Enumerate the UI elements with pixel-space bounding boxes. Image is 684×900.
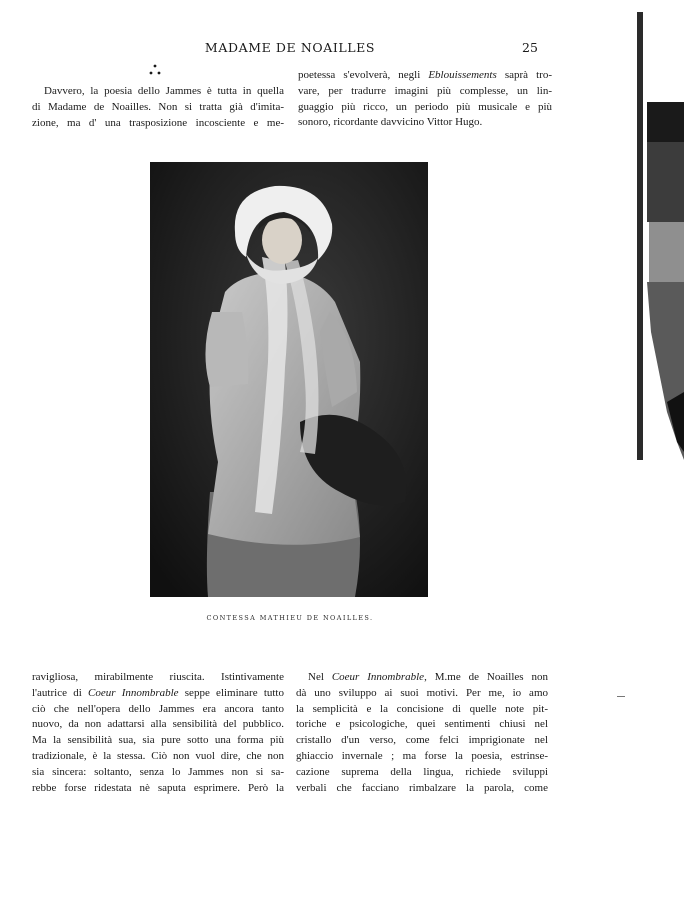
text-line: ravigliosa, mirabilmente riuscita. Istintivamente [32, 671, 284, 683]
text-line: tradizionale, è la stessa. Ciò non vuol dire, che non [32, 749, 284, 762]
text-line: poetessa s'evolverà, negli Eblouissements saprà tro- [298, 69, 552, 81]
text-line: verbali che facciano rimbalzare la parola, come [296, 781, 548, 794]
bottom-right-column [296, 670, 548, 796]
text-line: vare, per tradurre imagini più complesse, un lin- [298, 84, 552, 97]
text-line: Davvero, la poesia dello Jammes è tutta in quella [44, 85, 284, 97]
top-right-column [298, 68, 552, 131]
text-line: ghiaccio invernale ; ma forse la poesia, estrinse- [296, 749, 548, 762]
text-line: dà uno sviluppo ai suoi motivi. Per me, io amo [296, 686, 548, 699]
text-line: ciò che nell'opera dello Jammes era ancora tanto [32, 702, 284, 715]
text-line: zione, ma d' una trasposizione incosciente e me- [32, 116, 284, 129]
text-line: rebbe forse ridestata nè saputa esprimere. Però la [32, 781, 284, 794]
text-line: Nel Coeur Innombrable, M.me de Noailles non [308, 671, 548, 683]
text-line: guaggio più ricco, un periodo più musicale e più [298, 100, 552, 113]
photo-caption: CONTESSA MATHIEU DE NOAILLES. [206, 614, 374, 622]
top-left-column [32, 84, 284, 131]
asterism-icon [148, 62, 162, 84]
page-number: 25 [522, 40, 538, 55]
book-title: Coeur Innombrable [87, 686, 179, 699]
text-line: cristallo d'un verso, come felci imprigionate nel [296, 734, 548, 747]
text-line: toriche e psicologiche, quei sentimenti chiusi nel [296, 718, 548, 731]
text-line: di Madame de Noailles. Non si tratta già d'imita- [32, 100, 284, 113]
portrait-illustration [150, 162, 428, 597]
portrait-photo [150, 162, 428, 597]
scan-edge-artifact [637, 12, 684, 460]
text-line: sia sincera: soltanto, senza lo Jammes non si sa- [32, 765, 284, 778]
margin-mark [617, 696, 625, 697]
book-title: Coeur Innombrable [331, 671, 425, 683]
book-title: Eblouissements [428, 69, 497, 81]
bottom-left-column [32, 670, 284, 796]
text-line: cazione suprema della lingua, richiede sviluppi [296, 765, 548, 778]
running-header-title: MADAME DE NOAILLES [204, 40, 376, 55]
text-line: Ma la sensibilità sua, sia pure sotto una forma più [32, 734, 284, 747]
text-line: l'autrice di Coeur Innombrable seppe eliminare tutto [32, 686, 284, 699]
text-line: la semplicità e la concisione di quelle note pit- [296, 702, 548, 715]
text-line: nuovo, da non adattarsi alla sensibilità del pubblico. [32, 718, 284, 731]
text-line: sonoro, ricordante davvicino Vittor Hugo. [298, 116, 483, 129]
